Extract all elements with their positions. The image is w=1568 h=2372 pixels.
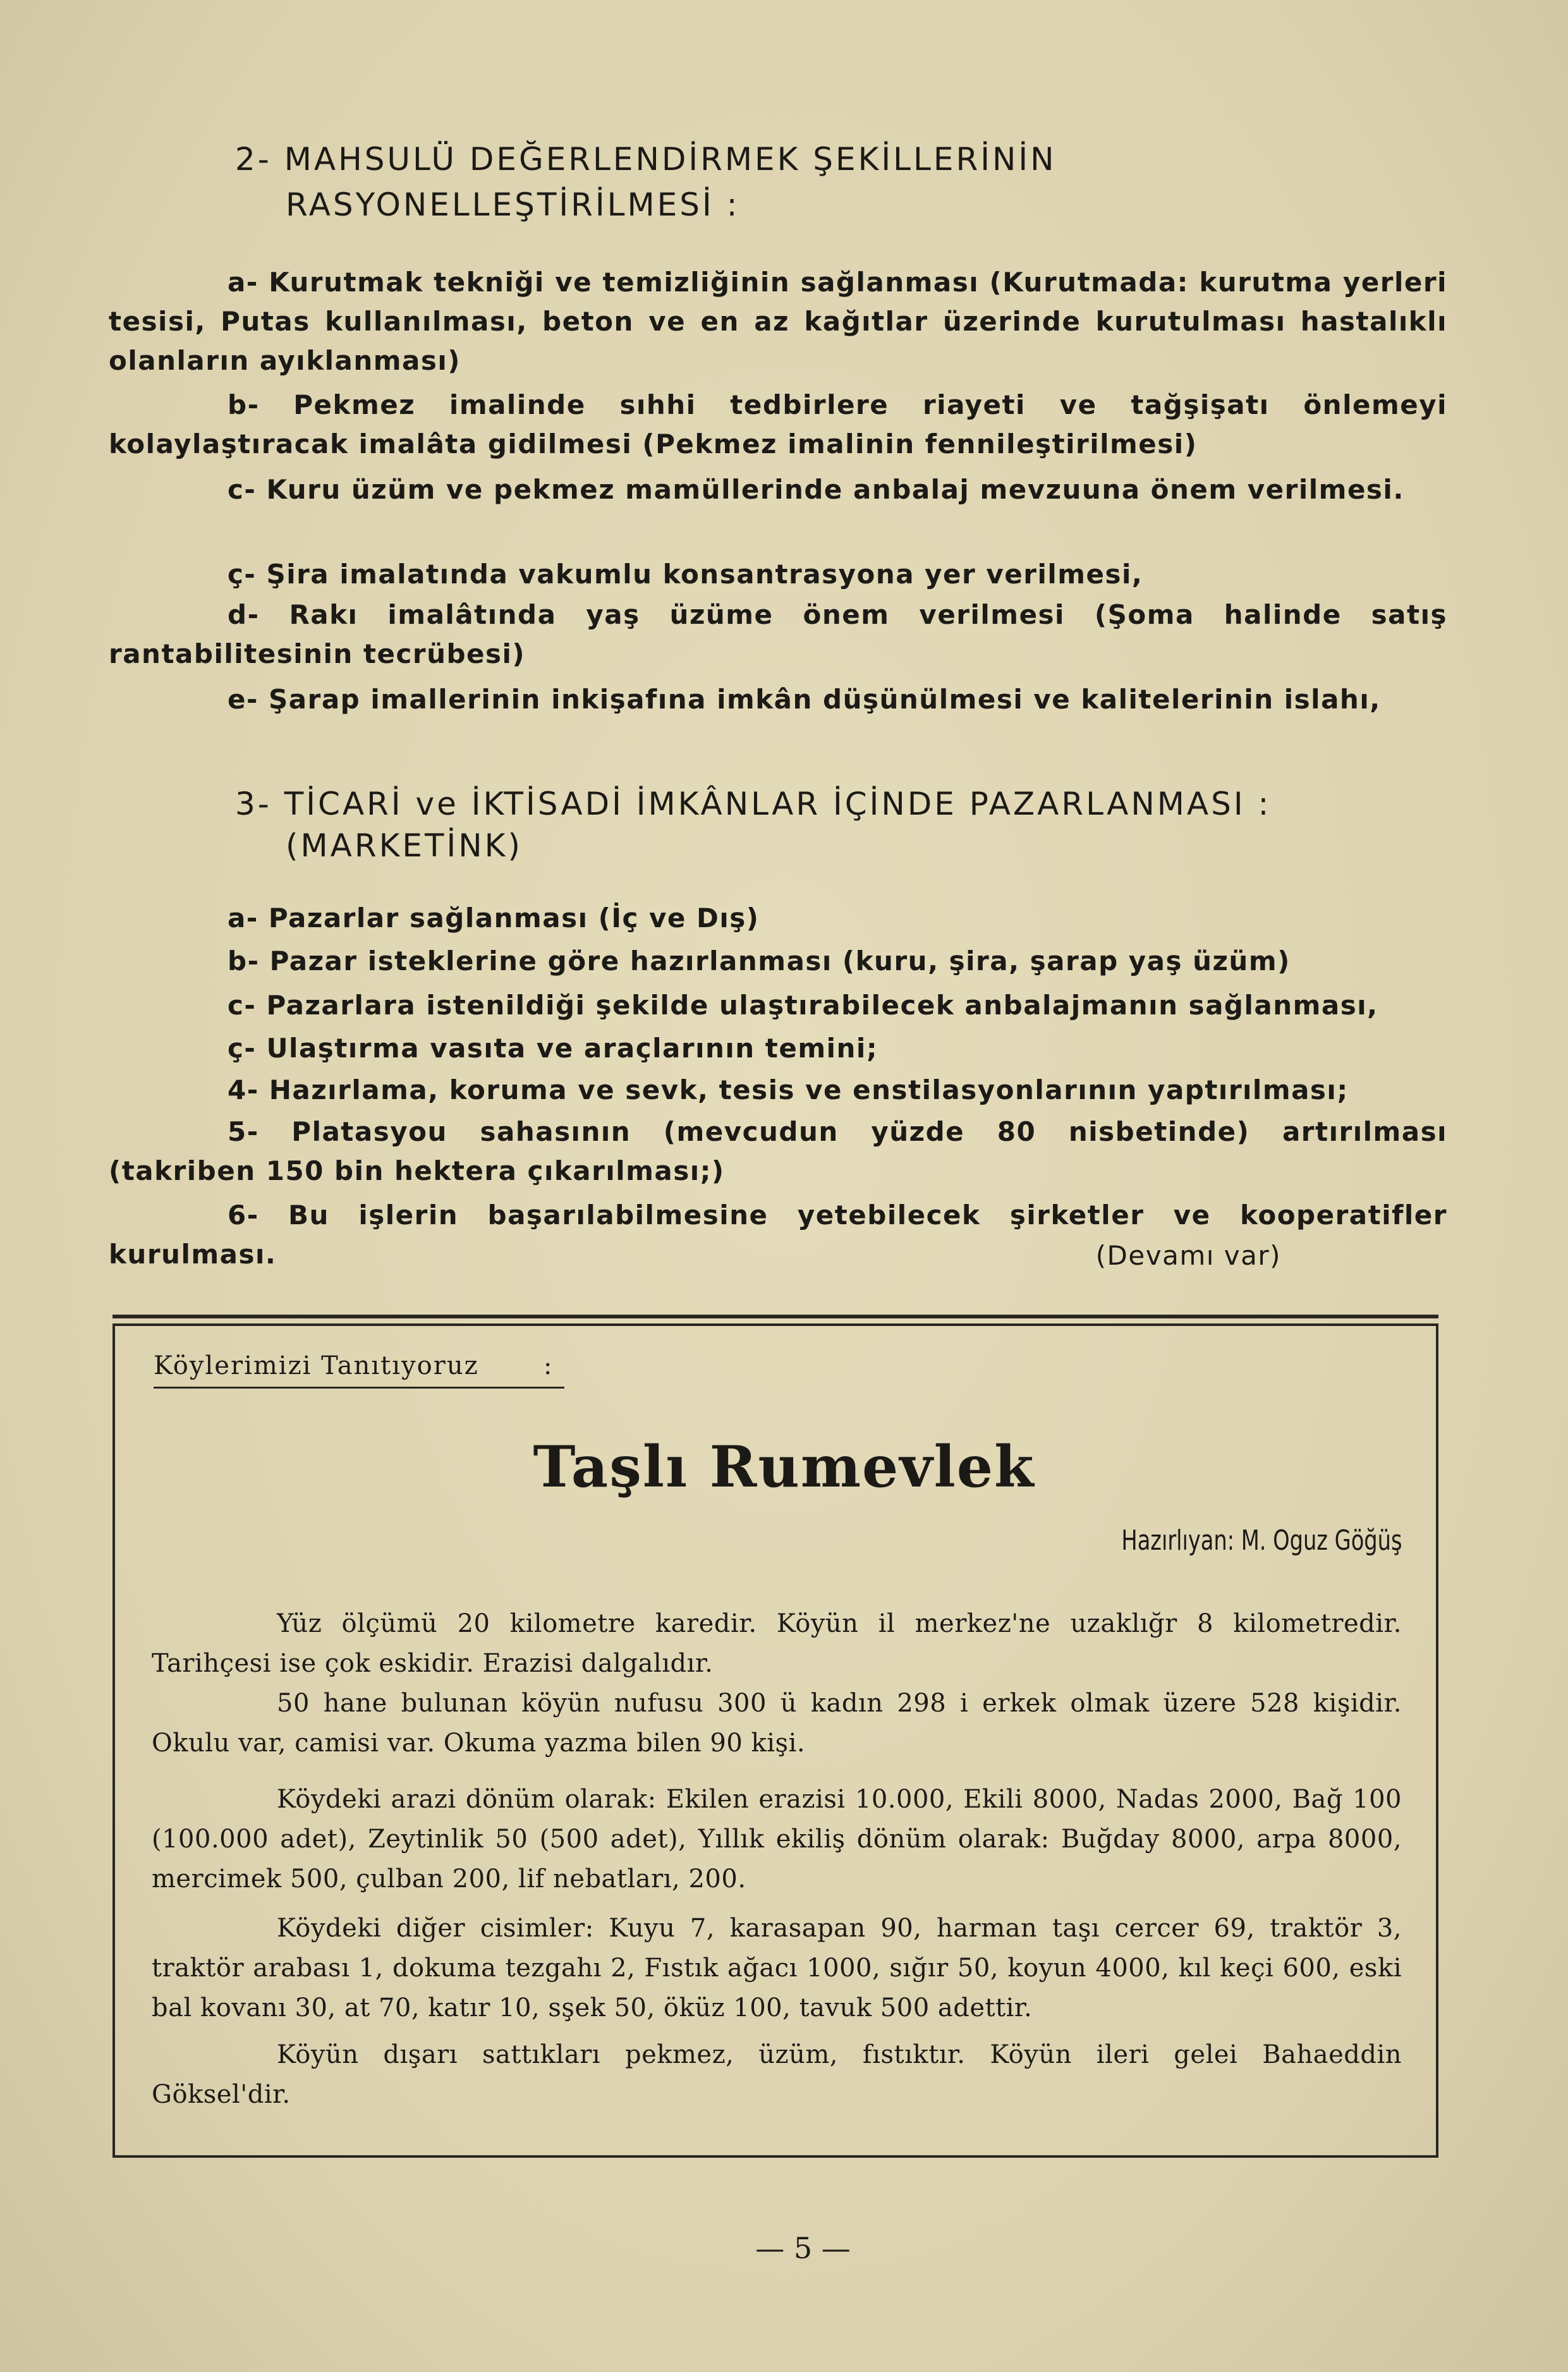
section3-item-4: 4- Hazırlama, koruma ve sevk, tesis ve enstilasyonlarının yaptırılması;	[228, 1074, 1349, 1105]
page-number: — 5 —	[755, 2231, 851, 2265]
continued-note: (Devamı var)	[1095, 1240, 1281, 1271]
section3-heading-line2: (MARKETİNK)	[286, 827, 523, 864]
section2-item-cc: ç- Şira imalatında vakumlu konsantrasyona yer verilmesi,	[228, 559, 1143, 590]
section3-item-5: 5- Platasyou sahasının (mevcudun yüzde 80 nisbetinde) artırılması (takriben 150 bin hektera çıkarılması;)	[109, 1116, 1447, 1186]
article-kicker: Köylerimizi Tanıtıyoruz	[154, 1351, 564, 1389]
section2-item-a: a- Kurutmak tekniği ve temizliğinin sağlanması (Kurutmada: kurutma yerleri tesisi, Putas kullanılması, beton ve en az kağıtlar üzerinde kurutulması hastalıklı olanların ayıklanması)	[109, 267, 1447, 376]
section3-item-c: c- Pazarlara istenildiği şekilde ulaştırabilecek anbalajmanın sağlanması,	[228, 990, 1378, 1021]
section2-heading-line1: 2- MAHSULÜ DEĞERLENDİRMEK ŞEKİLLERİNİN	[235, 141, 1057, 178]
article-paragraph-2: 50 hane bulunan köyün nufusu 300 ü kadın 298 i erkek olmak üzere 528 kişidir. Okulu var, camisi var. Okuma yazma bilen 90 kişi.	[152, 1689, 1402, 1758]
article-paragraph-1: Yüz ölçümü 20 kilometre karedir. Köyün il merkez'ne uzaklığr 8 kilometredir. Tarihçesi ise çok eskidir. Erazisi dalgalıdır.	[152, 1609, 1402, 1678]
section3-item-a: a- Pazarlar sağlanması (İç ve Dış)	[228, 903, 760, 934]
section2-heading-line2: RASYONELLEŞTİRİLMESİ :	[286, 186, 740, 223]
article-paragraph-5: Köyün dışarı sattıkları pekmez, üzüm, fıstıktır. Köyün ileri gelei Bahaeddin Göksel'dir.	[152, 2040, 1402, 2109]
article-kicker-colon: :	[544, 1351, 552, 1380]
article-paragraph-4: Köydeki diğer cisimler: Kuyu 7, karasapan 90, harman taşı cercer 69, traktör 3, traktör arabası 1, dokuma tezgahı 2, Fıstık ağacı 1000, sığır 50, koyun 4000, kıl keçi 600, eski bal kovanı 30, at 70, katır 10, sşek 50, öküz 100, tavuk 500 adettir.	[152, 1914, 1402, 2022]
article-paragraph-3: Köydeki arazi dönüm olarak: Ekilen erazisi 10.000, Ekili 8000, Nadas 2000, Bağ 100 (100.000 adet), Zeytinlik 50 (500 adet), Yıllık ekiliş dönüm olarak: Buğday 8000, arpa 8000, mercimek 500, çulban 200, lif nebatları, 200.	[152, 1785, 1402, 1894]
section3-item-b: b- Pazar isteklerine göre hazırlanması (kuru, şira, şarap yaş üzüm)	[228, 946, 1291, 976]
article-title: Taşlı Rumevlek	[533, 1433, 1035, 1500]
section2-item-e: e- Şarap imallerinin inkişafına imkân düşünülmesi ve kalitelerinin islahı,	[228, 684, 1381, 715]
section2-item-d: d- Rakı imalâtında yaş üzüme önem verilmesi (Şoma halinde satış rantabilitesinin tecrübesi)	[109, 599, 1447, 669]
section3-item-6: 6- Bu işlerin başarılabilmesine yetebilecek şirketler ve kooperatifler kurulması.	[109, 1200, 1447, 1270]
section3-heading-line1: 3- TİCARİ ve İKTİSADİ İMKÂNLAR İÇİNDE PAZARLANMASI :	[235, 786, 1272, 822]
article-byline: Hazırlıyan: M. Oguz Göğüş	[1121, 1524, 1402, 1557]
section3-item-cc: ç- Ulaştırma vasıta ve araçlarının temini;	[228, 1033, 878, 1064]
section2-item-c: c- Kuru üzüm ve pekmez mamüllerinde anbalaj mevzuuna önem verilmesi.	[228, 474, 1404, 505]
section2-item-b: b- Pekmez imalinde sıhhi tedbirlere riayeti ve tağşişatı önlemeyi kolaylaştıracak imalâta gidilmesi (Pekmez imalinin fennileştirilmesi)	[109, 389, 1447, 459]
box-top-rule	[112, 1315, 1438, 1318]
